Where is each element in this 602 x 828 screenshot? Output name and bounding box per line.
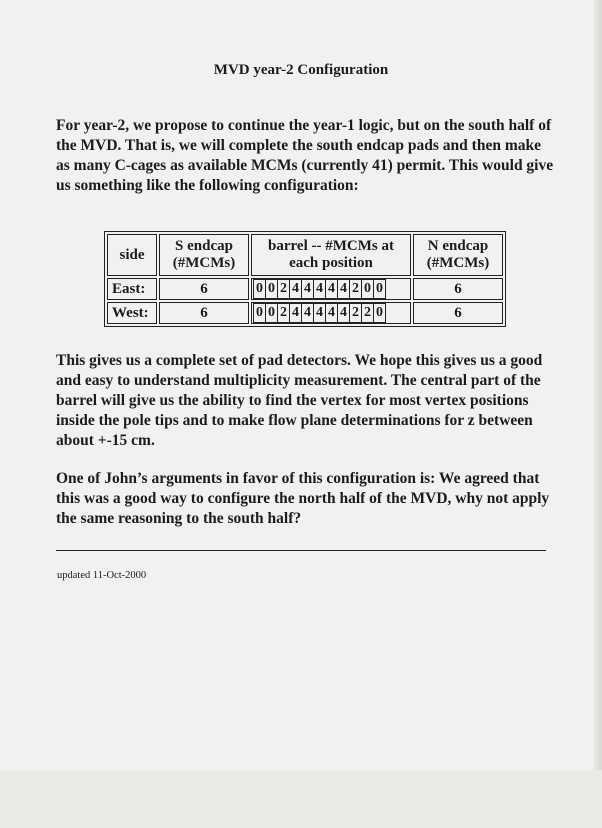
cell-side: East: bbox=[107, 278, 157, 300]
cell-s-endcap: 6 bbox=[159, 278, 249, 300]
cell-n-endcap: 6 bbox=[413, 302, 503, 324]
barrel-position: 0 bbox=[253, 303, 266, 323]
barrel-position: 2 bbox=[277, 279, 290, 299]
barrel-position: 4 bbox=[325, 279, 338, 299]
barrel-position: 0 bbox=[373, 279, 386, 299]
results-paragraph: This gives us a complete set of pad detectors. We hope this gives us a good and easy to understand multiplicity measurement. The central part of the barrel will give us the ability to find the vertex for most vertex positions inside the pole tips and to make flow plane determinations for z between about +-15 cm. bbox=[56, 352, 543, 449]
table-row-east bbox=[107, 278, 503, 300]
argument-paragraph: One of John’s arguments in favor of this configuration is: We agreed that this was a good way to configure the north half of the MVD, why not apply the same reasoning to the south half? bbox=[56, 470, 550, 527]
barrel-digits bbox=[252, 303, 410, 323]
barrel-position: 0 bbox=[253, 279, 266, 299]
barrel-position: 4 bbox=[289, 303, 302, 323]
barrel-position: 2 bbox=[349, 303, 362, 323]
barrel-position: 4 bbox=[313, 279, 326, 299]
barrel-position: 4 bbox=[301, 303, 314, 323]
cell-barrel bbox=[251, 302, 411, 324]
header-side: side bbox=[107, 234, 157, 276]
cell-n-endcap: 6 bbox=[413, 278, 503, 300]
table-row-west bbox=[107, 302, 503, 324]
cell-side: West: bbox=[107, 302, 157, 324]
header-barrel: barrel -- #MCMs at each position bbox=[251, 234, 411, 276]
cell-barrel bbox=[251, 278, 411, 300]
barrel-position: 0 bbox=[373, 303, 386, 323]
barrel-position: 0 bbox=[265, 303, 278, 323]
intro-paragraph: For year-2, we propose to continue the year-1 logic, but on the south half of the MVD. That is, we will complete the south endcap pads and then make as many C-cages as available MCMs (currently 41) permit. This would give us something like the following configuration: bbox=[56, 117, 554, 194]
barrel-position: 4 bbox=[289, 279, 302, 299]
barrel-position: 0 bbox=[361, 279, 374, 299]
barrel-position: 4 bbox=[313, 303, 326, 323]
page-edge-shadow bbox=[594, 0, 602, 828]
barrel-position: 4 bbox=[337, 303, 350, 323]
page-title: MVD year-2 Configuration bbox=[213, 62, 389, 78]
barrel-position: 2 bbox=[361, 303, 374, 323]
barrel-position: 4 bbox=[337, 279, 350, 299]
header-n-endcap: N endcap (#MCMs) bbox=[413, 234, 503, 276]
barrel-position: 4 bbox=[325, 303, 338, 323]
horizontal-rule bbox=[56, 550, 546, 551]
configuration-table bbox=[104, 231, 506, 327]
header-s-endcap: S endcap (#MCMs) bbox=[159, 234, 249, 276]
barrel-digits bbox=[252, 279, 410, 299]
barrel-position: 2 bbox=[277, 303, 290, 323]
barrel-position: 2 bbox=[349, 279, 362, 299]
cell-s-endcap: 6 bbox=[159, 302, 249, 324]
barrel-position: 0 bbox=[265, 279, 278, 299]
barrel-position: 4 bbox=[301, 279, 314, 299]
page-bottom-band bbox=[0, 770, 602, 828]
updated-date: updated 11-Oct-2000 bbox=[57, 570, 147, 581]
table-header-row bbox=[107, 234, 503, 276]
